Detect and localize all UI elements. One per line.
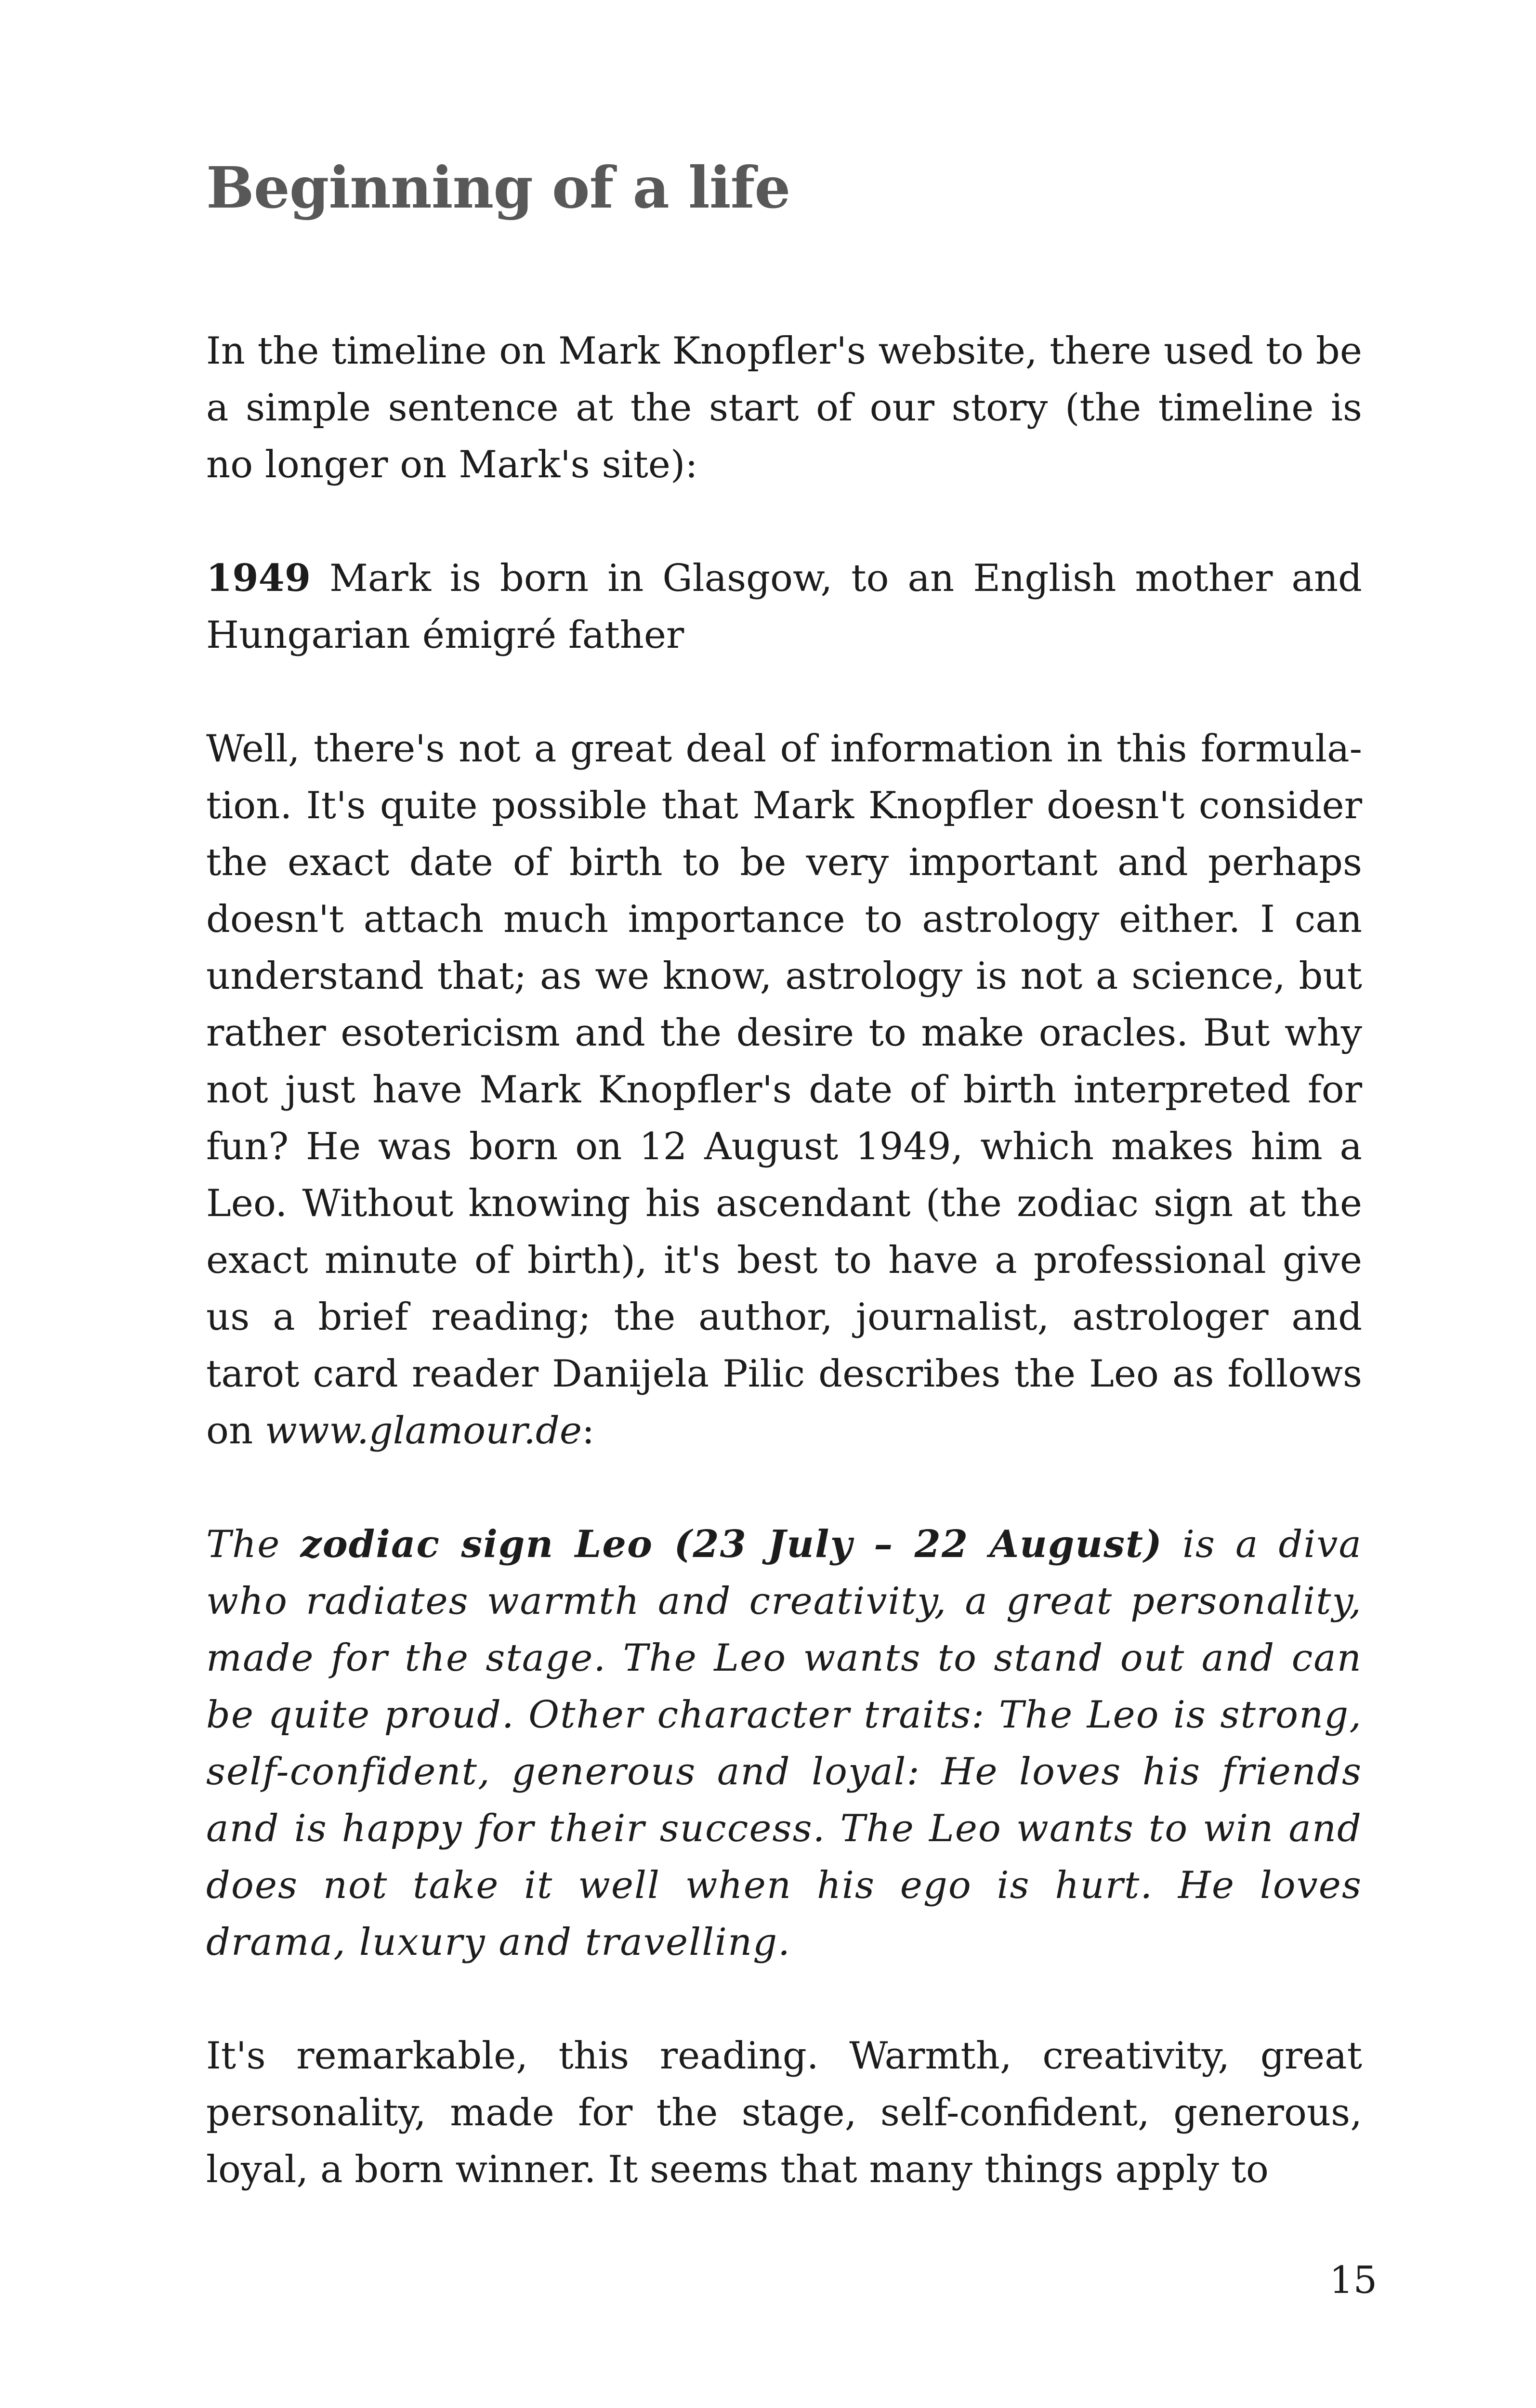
timeline-text: Mark is born in Glasgow, to an English mother and Hungarian émigré father xyxy=(206,557,1362,657)
source-url: www.glamour.de xyxy=(265,1409,582,1453)
astrology-paragraph xyxy=(206,720,1362,1459)
intro-paragraph: In the timeline on Mark Knopfler's website, there used to be a simple sentence at the start of our story (the timeline is no longer on Mark's site): xyxy=(206,329,1362,486)
timeline-year: 1949 xyxy=(206,556,311,600)
timeline-entry xyxy=(206,550,1362,664)
chapter-heading: Beginning of a life xyxy=(206,154,790,221)
closing-paragraph: It's remarkable, this reading. Warmth, creativity, great personality, made for the stage, self-confident, generous, loyal, a born winner. It seems that many things apply to xyxy=(206,2034,1362,2191)
leo-quote xyxy=(206,1516,1362,1971)
leo-quote-lead: The xyxy=(206,1523,301,1566)
astrology-text: Well, there's not a great deal of information in this formulation. It's quite possible that Mark Knopfler doesn't consider the exact date of birth to be very important and perhaps doesn't attach much importance to astrology either. I can understand that; as we know, astrology is not a science, but rather esotericism and the desire to make oracles. But why not just have Mark Knopfler's date of birth interpreted for fun? He was born on 12 August 1949, which makes him a Leo. Without knowing his ascendant (the zodiac sign at the exact minute of birth), it's best to have a professional give us a brief reading; the author, journalist, astrologer and tarot card reader Danijela Pilic describes the Leo as follows on xyxy=(206,727,1362,1453)
astrology-tail: : xyxy=(581,1409,595,1453)
page-number: 15 xyxy=(1329,2259,1378,2302)
leo-quote-text: is a diva who radiates warmth and creativity, a great personality, made for the stage. The Leo wants to stand out and can be quite proud. Other character traits: The Leo is strong, self-confident, generous and loyal: He loves his friends and is happy for their success. The Leo wants to win and does not take it well when his ego is hurt. He loves drama, luxury and travelling. xyxy=(206,1523,1363,1964)
page-content xyxy=(206,149,1362,2198)
leo-quote-bold: zodiac sign Leo (23 July – 22 August) xyxy=(300,1522,1163,1566)
